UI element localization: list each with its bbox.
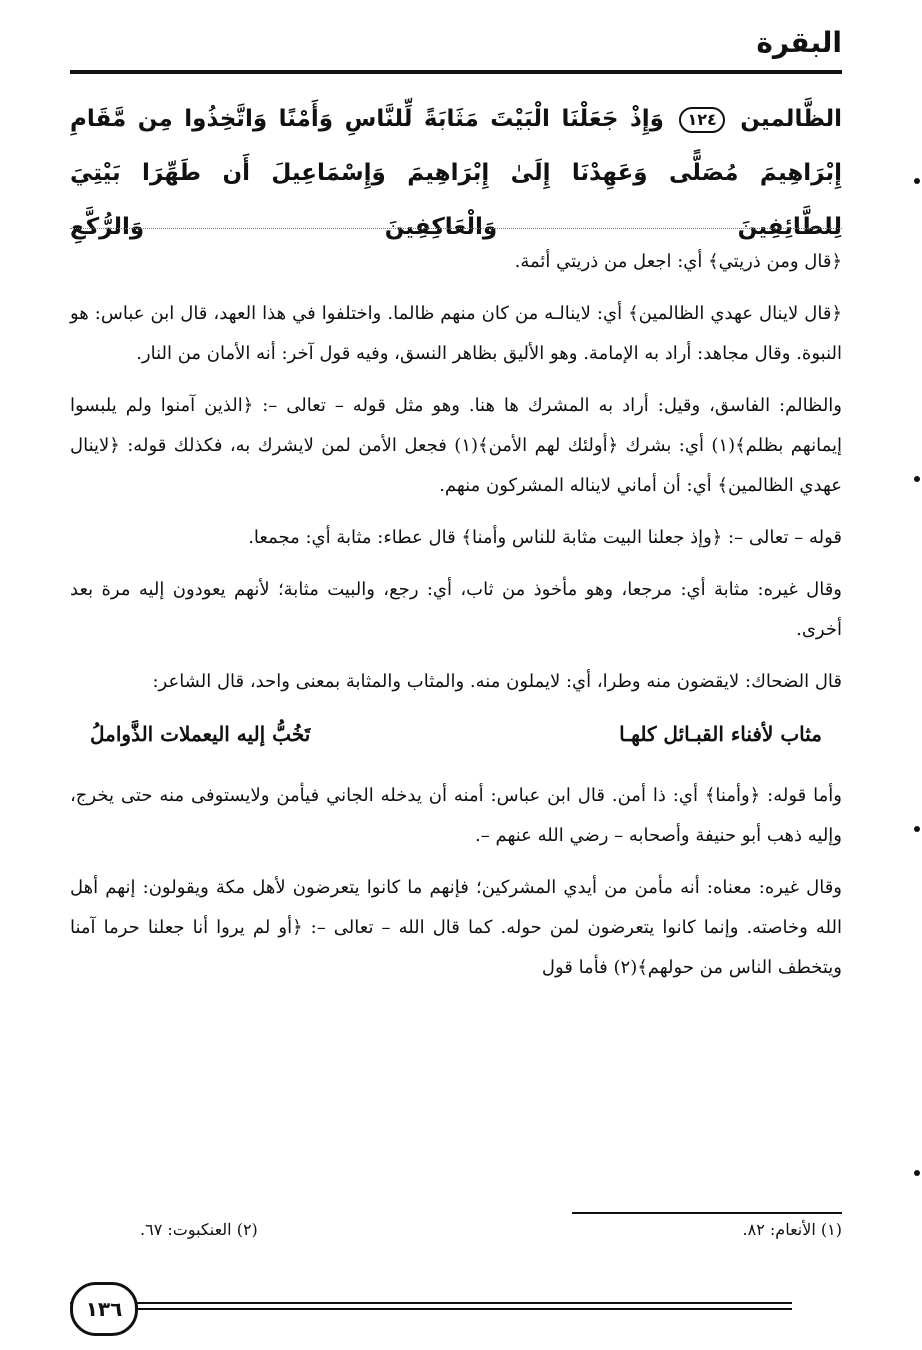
quran-text-start: الظَّالمين xyxy=(740,106,842,132)
margin-dot-icon xyxy=(914,1170,920,1176)
paragraph-8: وقال غيره: معناه: أنه مأمن من أيدي المشركين؛ فإنهم ما كانوا يتعرضون لأهل مكة ويقولون: إنهم أهل الله وخاصته. وإنما كانوا يتعرضون لمن حوله. كما قال الله – تعالى –: ﴿أو لم يروا أنا جعلنا حرما آمنا ويتخطف الناس من حولهم﴾(٢) فأما قول xyxy=(70,877,842,978)
footnotes xyxy=(70,1220,842,1239)
paragraph-4: قوله – تعالى –: ﴿وإذ جعلنا البيت مثابة للناس وأمنا﴾ قال عطاء: مثابة أي: مجمعا. xyxy=(248,527,842,548)
page-number: ١٣٦ xyxy=(70,1282,138,1336)
page-header xyxy=(70,22,842,72)
paragraph-2: ﴿قال لاينال عهدي الظالمين﴾ أي: لاينالـه من كان منهم ظالما. واختلفوا في هذا العهد، قال ابن عباس: هو النبوة. وقال مجاهد: أراد به الإمامة. وهو الأليق بظاهر النسق، وفيه قول آخر: أنه الأمان من النار. xyxy=(70,303,842,364)
footnote-1: (١) الأنعام: ٨٢. xyxy=(742,1220,842,1239)
ayah-number-marker: ١٢٤ xyxy=(679,107,724,133)
quran-verse-block xyxy=(70,92,842,254)
quran-text-main: وَإِذْ جَعَلْنَا الْبَيْتَ مَثَابَةً لِّلنَّاسِ وَأَمْنًا وَاتَّخِذُوا مِن مَّقَامِ إِبْرَاهِيمَ مُصَلًّى وَعَهِدْنَا إِلَىٰ إِبْرَاهِيمَ وَإِسْمَاعِيلَ أَن طَهِّرَا بَيْتِيَ لِلطَّائِفِينَ وَالْعَاكِفِينَ وَالرُّكَّعِ xyxy=(70,106,842,240)
verse-second-hemistich: تَخُبُّ إليه اليعملات الذَّواملُ xyxy=(90,722,311,746)
paragraph-6: قال الضحاك: لايقضون منه وطرا، أي: لايملون منه. والمثاب والمثابة بمعنى واحد، قال الشاعر: xyxy=(152,671,842,692)
poetry-verse xyxy=(70,714,842,754)
paragraph-1: ﴿قال ومن ذريتي﴾ أي: اجعل من ذريتي أئمة. xyxy=(514,251,842,272)
margin-dot-icon xyxy=(914,178,920,184)
page-footer xyxy=(70,1280,842,1340)
header-rule xyxy=(70,70,842,74)
verse-first-hemistich: مثاب لأفناء القبـائل كلهـا xyxy=(619,722,822,746)
paragraph-7: وأما قوله: ﴿وأمنا﴾ أي: ذا أمن. قال ابن عباس: أمنه أن يدخله الجاني فيأمن ولايستوفى منه حتى يخرج، وإليه ذهب أبو حنيفة وأصحابه – رضي الله عنهم –. xyxy=(70,785,842,846)
margin-dot-icon xyxy=(914,826,920,832)
footnote-rule xyxy=(572,1212,842,1214)
margin-dot-icon xyxy=(914,476,920,482)
paragraph-3: والظالم: الفاسق، وقيل: أراد به المشرك ها هنا. وهو مثل قوله – تعالى –: ﴿الذين آمنوا ولم يلبسوا إيمانهم بظلم﴾(١) أي: بشرك ﴿أولئك لهم الأمن﴾(١) فجعل الأمن لمن لايشرك به، فكذلك قوله: ﴿لاينال عهدي الظالمين﴾ أي: أن أماني لايناله المشركون منهم. xyxy=(70,395,842,496)
footer-double-rule xyxy=(70,1302,792,1314)
quran-separator xyxy=(70,228,842,229)
paragraph-5: وقال غيره: مثابة أي: مرجعا، وهو مأخوذ من ثاب، أي: رجع، والبيت مثابة؛ لأنهم يعودون إليه مرة بعد أخرى. xyxy=(70,579,842,640)
surah-title: البقرة xyxy=(756,26,842,59)
commentary-body xyxy=(70,242,842,1000)
footnote-2: (٢) العنكبوت: ٦٧. xyxy=(140,1220,258,1239)
